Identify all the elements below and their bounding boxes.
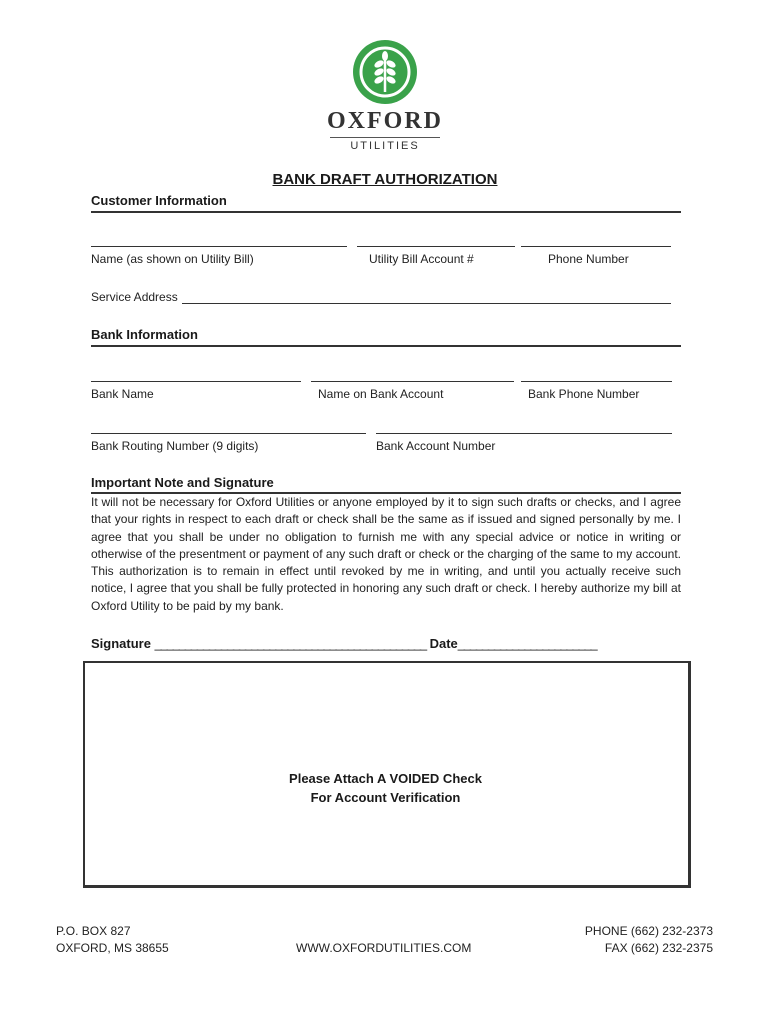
footer-website[interactable]: WWW.OXFORDUTILITIES.COM <box>296 941 472 955</box>
authorization-text: It will not be necessary for Oxford Utilities or anyone employed by it to sign such drafts or checks, and I agree that your rights in respect to each draft or check shall be the same as if issued and signed personally by me. I agree that you shall be under no obligation to furnish me with any special advice or notice in writing or otherwise of the presentment or payment of any such draft or check or the charging of the same to my account. This authorization is to remain in effect until revoked by me in writing, and until you actually receive such notice, I agree that you shall be fully protected in honoring any such draft or check. I hereby authorize my bill at Oxford Utility to be paid by my bank. <box>91 495 681 613</box>
service-address-field[interactable] <box>182 303 671 304</box>
logo-subtitle: UTILITIES <box>350 140 420 152</box>
signature-field[interactable]: _____________________________________________ <box>154 636 426 651</box>
leaf-icon <box>353 40 417 104</box>
phone-field[interactable] <box>521 246 671 247</box>
name-on-account-label: Name on Bank Account <box>318 387 444 401</box>
name-on-account-field[interactable] <box>311 381 514 382</box>
customer-info-heading: Customer Information <box>91 193 227 208</box>
account-number-field[interactable] <box>357 246 515 247</box>
bank-phone-label: Bank Phone Number <box>528 387 640 401</box>
footer-po-box: P.O. BOX 827 <box>56 924 131 938</box>
bank-phone-field[interactable] <box>521 381 672 382</box>
footer-fax: FAX (662) 232-2375 <box>604 941 713 955</box>
name-field[interactable] <box>91 246 347 247</box>
logo-emblem <box>353 40 417 104</box>
voided-check-line-1: Please Attach A VOIDED Check <box>289 771 482 786</box>
routing-number-field[interactable] <box>91 433 366 434</box>
bank-info-rule <box>91 345 681 347</box>
logo-wordmark: OXFORD <box>327 108 443 134</box>
customer-info-rule <box>91 211 681 213</box>
name-label: Name (as shown on Utility Bill) <box>91 252 254 266</box>
date-field[interactable]: _______________________ <box>457 636 597 651</box>
bank-name-field[interactable] <box>91 381 301 382</box>
note-heading: Important Note and Signature <box>91 475 274 490</box>
bank-name-label: Bank Name <box>91 387 154 401</box>
date-label: Date <box>429 636 458 651</box>
account-number-label: Utility Bill Account # <box>369 252 474 266</box>
phone-label: Phone Number <box>548 252 629 266</box>
bank-account-number-label: Bank Account Number <box>376 439 496 453</box>
signature-label: Signature <box>91 636 151 651</box>
bank-account-number-field[interactable] <box>376 433 672 434</box>
service-address-label: Service Address <box>91 290 178 304</box>
footer-city: OXFORD, MS 38655 <box>56 941 169 955</box>
routing-number-label: Bank Routing Number (9 digits) <box>91 439 259 453</box>
voided-check-line-2: For Account Verification <box>310 790 461 805</box>
bank-info-heading: Bank Information <box>91 327 198 342</box>
page-title: BANK DRAFT AUTHORIZATION <box>272 171 498 188</box>
logo-divider <box>330 137 440 138</box>
footer-phone: PHONE (662) 232-2373 <box>584 924 713 938</box>
signature-row <box>91 636 596 651</box>
voided-check-instructions <box>83 769 688 807</box>
